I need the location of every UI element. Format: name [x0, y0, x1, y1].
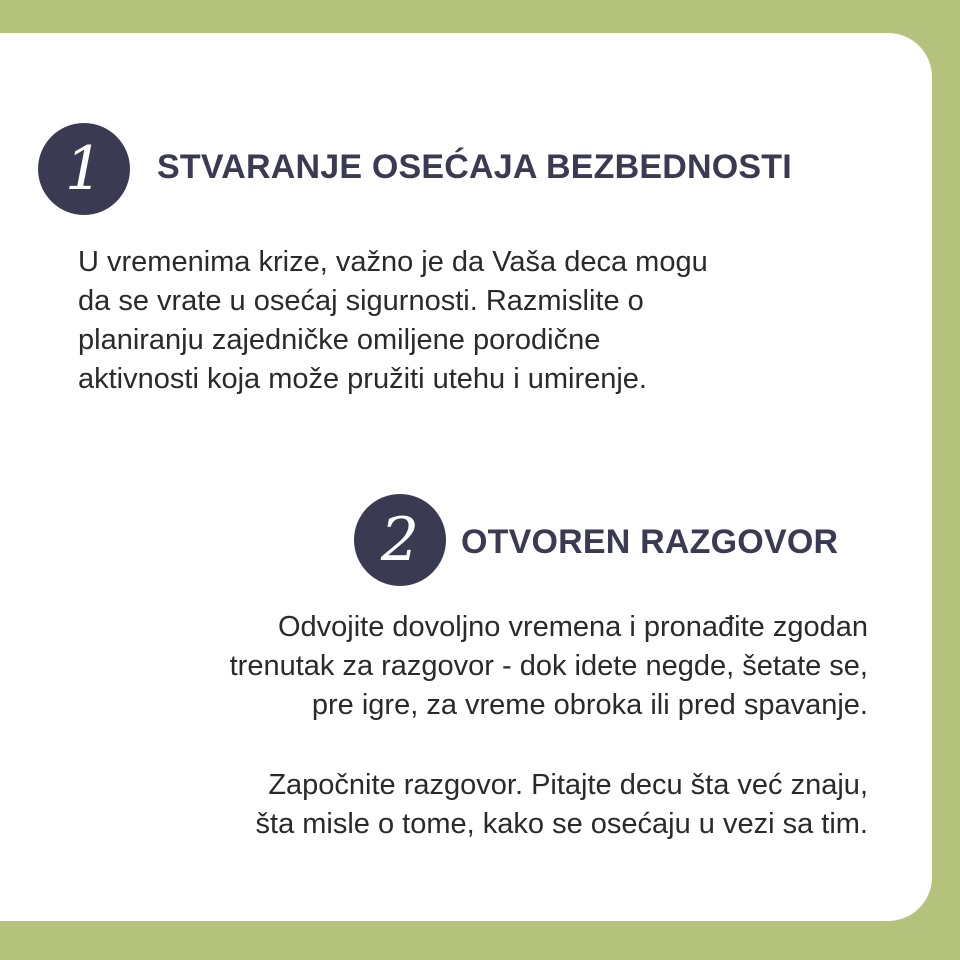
section-2-line: Odvojite dovoljno vremena i pronađite zgodan: [277, 611, 868, 643]
section-1-line: U vremenima krize, važno je da Vaša deca mogu: [78, 246, 708, 278]
section-2-paragraph-2: [256, 766, 868, 844]
section-2-paragraph-1: [230, 608, 868, 725]
section-2-line: pre igre, za vreme obroka ili pred spavanje.: [311, 689, 868, 721]
section-2-line: Započnite razgovor. Pitajte decu šta već znaju,: [268, 769, 868, 801]
section-2-line: šta misle o tome, kako se osećaju u vezi sa tim.: [255, 808, 868, 840]
number-badge-2: 2: [354, 494, 446, 586]
section-1-line: da se vrate u osećaj sigurnosti. Razmislite o: [78, 285, 644, 317]
section-1-line: planiranju zajedničke omiljene porodične: [78, 324, 601, 356]
section-1-paragraph: [78, 243, 708, 399]
section-1-line: aktivnosti koja može pružiti utehu i umirenje.: [78, 363, 647, 395]
section-2-heading: OTVOREN RAZGOVOR: [461, 523, 839, 561]
section-1-heading: STVARANJE OSEĆAJA BEZBEDNOSTI: [157, 148, 792, 186]
section-2-line: trenutak za razgovor - dok idete negde, šetate se,: [229, 650, 868, 682]
number-badge-1: 1: [38, 123, 130, 215]
